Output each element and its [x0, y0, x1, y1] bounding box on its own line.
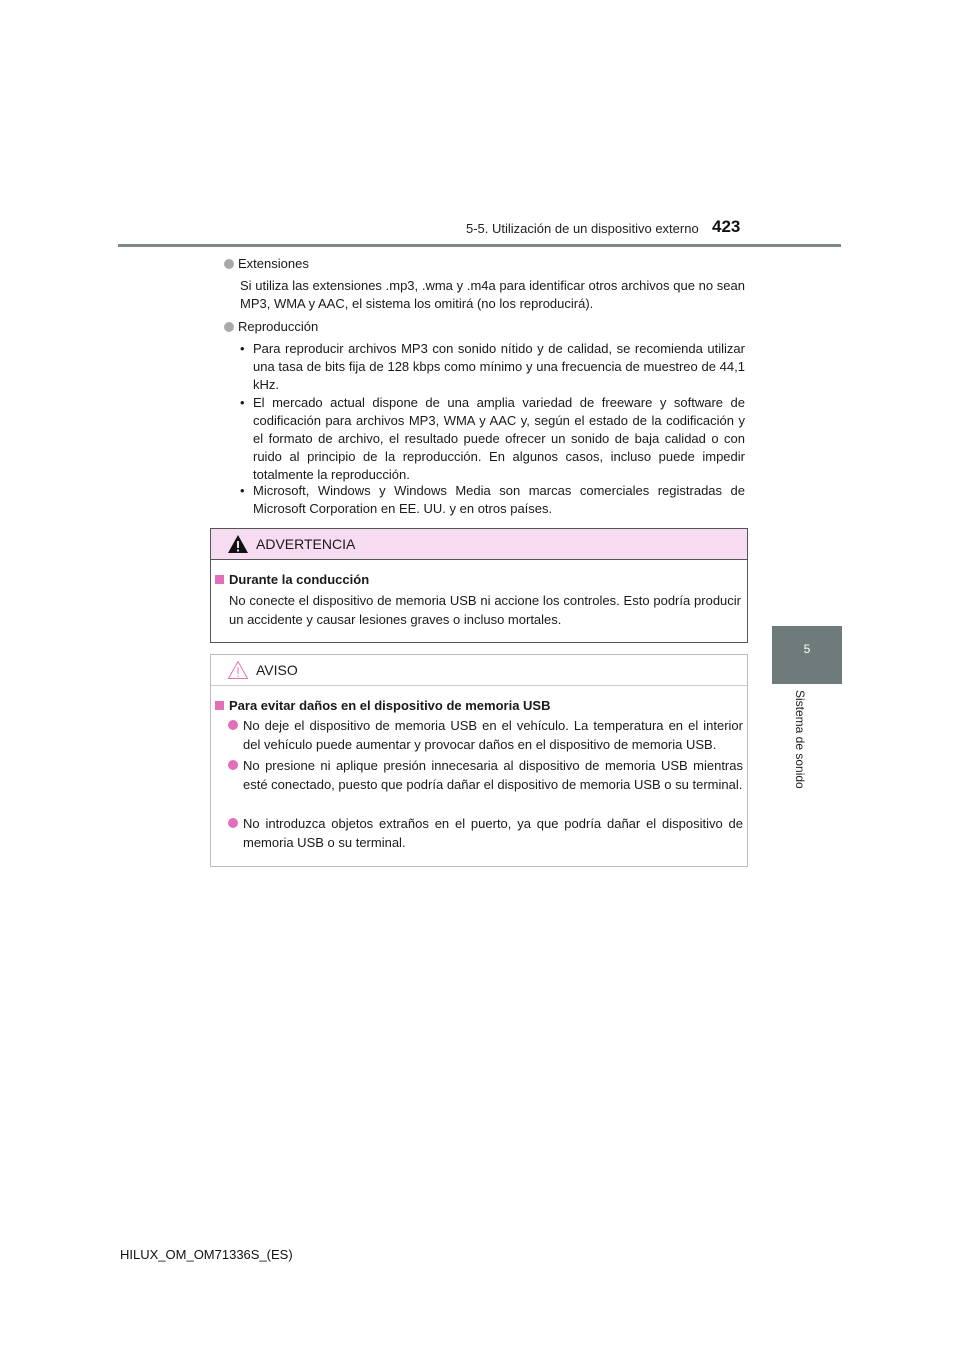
bullet-icon [224, 259, 234, 269]
notice-item [228, 716, 743, 754]
section-title: 5-5. Utilización de un dispositivo externo [466, 221, 699, 236]
dot-mark: • [240, 341, 245, 356]
header-divider [118, 244, 841, 247]
document-code: HILUX_OM_OM71336S_(ES) [120, 1247, 293, 1262]
dot-mark: • [240, 483, 245, 498]
notice-item-text: No deje el dispositivo de memoria USB en el vehículo. La temperatura en el interior del vehículo puede aumentar y provocar daños en el dispositivo de memoria USB. [243, 718, 743, 752]
warning-subhead [215, 571, 369, 589]
notice-subhead-text: Para evitar daños en el dispositivo de memoria USB [229, 698, 551, 713]
notice-item-text: No introduzca objetos extraños en el puerto, ya que podría dañar el dispositivo de memoria USB o su terminal. [243, 816, 743, 850]
playback-item-text: El mercado actual dispone de una amplia variedad de freeware y software de codificación para archivos MP3, WMA y AAC y, según el estado de la codificación y el formato de archivo, el resultado puede ofrecer un sonido de baja calidad o con ruido al principio de la reproducción. En algunos casos, incluso puede impedir totalmente la reproducción. [253, 395, 745, 482]
playback-heading [224, 318, 318, 336]
chapter-label: Sistema de sonido [793, 690, 807, 789]
bullet-icon [224, 322, 234, 332]
notice-item [228, 814, 743, 852]
pink-bullet-icon [228, 720, 238, 730]
square-bullet-icon [215, 575, 224, 584]
playback-item-text: Para reproducir archivos MP3 con sonido nítido y de calidad, se recomienda utilizar una tasa de bits fija de 128 kbps como mínimo y una frecuencia de muestreo de 44,1 kHz. [253, 341, 745, 392]
extensions-text: Si utiliza las extensiones .mp3, .wma y .m4a para identificar otros archivos que no sean MP3, WMA y AAC, el sistema los omitirá (no los reproducirá). [240, 278, 745, 311]
notice-subhead [215, 697, 551, 715]
dot-mark: • [240, 395, 245, 410]
notice-header [211, 655, 747, 686]
warning-triangle-icon [227, 534, 249, 554]
warning-text: No conecte el dispositivo de memoria USB ni accione los controles. Esto podría producir un accidente y causar lesiones graves o incluso mortales. [229, 593, 741, 627]
playback-title: Reproducción [238, 319, 319, 334]
notice-item-text: No presione ni aplique presión innecesaria al dispositivo de memoria USB mientras esté conectado, puesto que podría dañar el dispositivo de memoria USB o su terminal. [243, 758, 743, 792]
warning-title: ADVERTENCIA [256, 536, 356, 552]
playback-item [240, 482, 745, 518]
square-bullet-icon [215, 701, 224, 710]
playback-item [240, 394, 745, 484]
notice-title: AVISO [256, 662, 298, 678]
notice-item [228, 756, 743, 794]
warning-subhead-text: Durante la conducción [229, 572, 370, 587]
chapter-number: 5 [803, 642, 811, 656]
playback-item [240, 340, 745, 394]
extensions-title: Extensiones [238, 256, 309, 271]
playback-item-text: Microsoft, Windows y Windows Media son marcas comerciales registradas de Microsoft Corporation en EE. UU. y en otros países. [253, 483, 745, 516]
pink-bullet-icon [228, 818, 238, 828]
pink-bullet-icon [228, 760, 238, 770]
warning-header [211, 529, 747, 560]
caution-triangle-icon [227, 660, 249, 680]
page-number: 423 [712, 217, 741, 236]
extensions-heading [224, 255, 309, 273]
